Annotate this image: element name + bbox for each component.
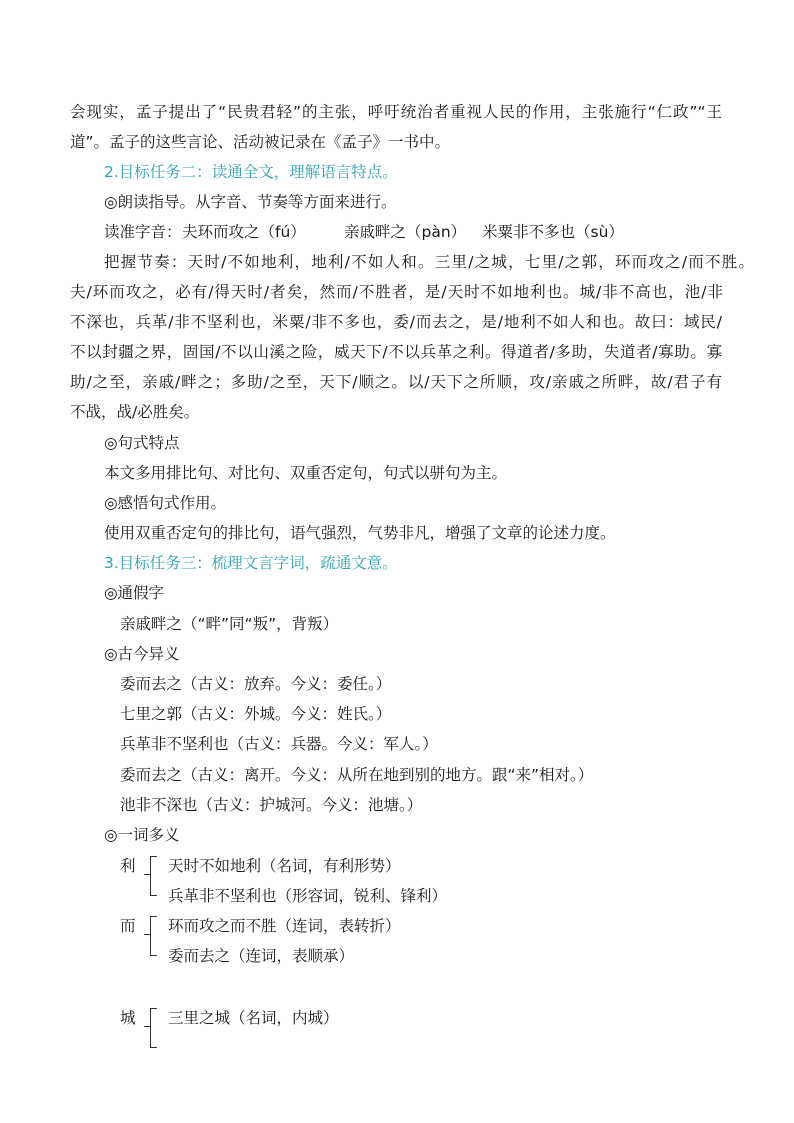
reading-guide-label: ◎朗读指导。从字音、节奏等方面来进行。 [104,193,397,211]
sentence-features-text: 本文多用排比句、对比句、双重否定句，句式以骈句为主。 [104,464,508,482]
tongjiazi-item: 亲戚畔之（“畔”同“叛”，背叛） [120,615,339,633]
yici-meaning: 环而攻之而不胜（连词，表转折） [168,917,401,935]
task2-heading: 2.目标任务二：读通全文，理解语言特点。 [104,163,398,181]
sentence-effect-label: ◎感悟句式作用。 [104,494,227,512]
sentence-features-label: ◎句式特点 [104,434,180,452]
yici-meaning: 委而去之（连词，表顺承） [168,947,355,965]
brace-cheng [150,1008,157,1048]
rhythm-line-3: 不深也，兵革/非不坚利也，米粟/非不多也，委/而去之，是/地利不如人和也。故曰：域民/ [70,313,722,331]
gujin-item: 池非不深也（古义：护城河。今义：池塘。） [120,796,423,814]
rhythm-line-6: 不战，战/必胜矣。 [70,403,200,421]
task3-heading: 3.目标任务三：梳理文言字词，疏通文意。 [104,554,398,572]
pronunciation-label: 读准字音： [104,223,182,241]
yici-meaning: 三里之城（名词，内城） [168,1009,339,1027]
yici-meaning: 天时不如地利（名词，有利形势） [168,857,401,875]
rhythm-line-4: 不以封疆之界，固国/不以山溪之险，威天下/不以兵革之利。得道者/多助，失道者/寡助。寡 [70,343,722,361]
brace-er [150,916,157,956]
brace-er-tip [144,934,150,935]
brace-cheng-tip [144,1026,150,1027]
brace-li-tip [144,874,150,875]
gujin-label: ◎古今异义 [104,645,180,663]
tongjiazi-label: ◎通假字 [104,584,165,602]
gujin-item: 委而去之（古义：放弃。今义：委任。） [120,675,392,693]
gujin-item: 兵革非不坚利也（古义：兵器。今义：军人。） [120,735,438,753]
yici-word-cheng: 城 [120,1009,136,1027]
sentence-effect-text: 使用双重否定句的排比句，语气强烈，气势非凡，增强了文章的论述力度。 [104,524,616,542]
yici-meaning: 兵革非不坚利也（形容词，锐利、锋利） [168,887,448,905]
gujin-item: 七里之郭（古义：外城。今义：姓氏。） [120,705,392,723]
pron-item-3: 米粟非不多也（sù） [482,223,624,241]
intro-line-2: 道”。孟子的这些言论、活动被记录在《孟子》一书中。 [70,133,451,151]
intro-line-1: 会现实，孟子提出了“民贵君轻”的主张，呼吁统治者重视人民的作用，主张施行“仁政”“王 [70,103,722,121]
rhythm-line-1: 把握节奏：天时/不如地利，地利/不如人和。三里/之城，七里/之郭，环而攻之/而不胜。 [104,253,754,271]
yici-label: ◎一词多义 [104,826,180,844]
rhythm-line-5: 助/之至，亲戚/畔之；多助/之至，天下/顺之。以/天下之所顺，攻/亲戚之所畔，故/君子有 [70,373,722,391]
pron-item-2: 亲戚畔之（pàn） [344,223,467,241]
yici-word-er: 而 [120,917,136,935]
gujin-item: 委而去之（古义：离开。今义：从所在地到别的地方。跟“来”相对。） [120,766,594,784]
yici-word-li: 利 [120,857,136,875]
pron-item-1: 夫环而攻之（fú） [182,223,306,241]
rhythm-line-2: 夫/环而攻之，必有/得天时/者矣，然而/不胜者，是/天时不如地利也。城/非不高也，池/非 [70,283,723,301]
brace-li [150,856,157,896]
